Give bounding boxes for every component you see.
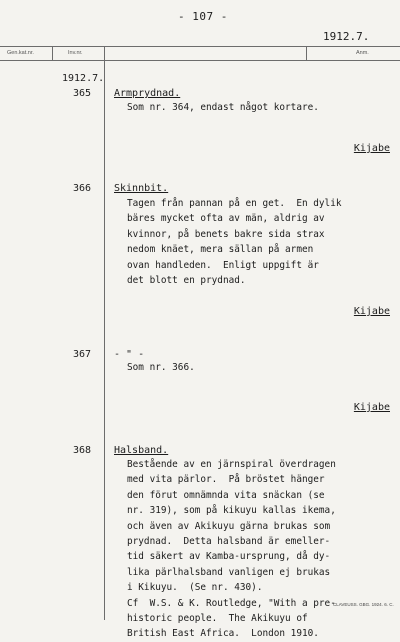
entry-text: Som nr. 364, endast något kortare.: [127, 102, 319, 113]
entry-date: 1912.7.: [62, 73, 105, 84]
entry-place: Kijabe: [353, 402, 390, 413]
entry-place: Kijabe: [353, 143, 390, 154]
entry-title: Halsband.: [114, 445, 169, 456]
entry-title: - " -: [114, 349, 145, 360]
entry-place: Kijabe: [353, 306, 390, 317]
column-header-inv: Inv.nr.: [68, 50, 83, 56]
column-header-anm: Anm.: [356, 50, 369, 56]
entry-text: Bestående av en järnspiral överdragen med vita pärlor. På bröstet hänger den förut omnämnda vita snäckan (se nr. 319), som på kikuyu kallas ikema, och även av Akikuyu gärna brukas som prydnad. Detta halsband är emeller- tid säkert av Kamba-ursprung, då dy- lika pärlhalsband vanligen ej brukas i Kikuyu. (Se nr. 430). Cf W.S. & K. Routledge, "With a pre- historic people. The Akikuyu of British East Africa. London 1910.: [127, 459, 336, 640]
header-rule-bottom: [0, 60, 400, 61]
entry-text: Tagen från pannan på en get. En dylik bäres mycket ofta av män, aldrig av kvinnor, på benets bakre sida strax nedom knäet, mera sällan på armen ovan handleden. Enligt uppgift är det blott en prydnad.: [127, 198, 342, 287]
entry-text: Som nr. 366.: [127, 362, 195, 373]
entry-number: 368: [73, 445, 92, 456]
entry-title: Armprydnad.: [114, 88, 181, 99]
entry-number: 365: [73, 88, 92, 99]
entry-number: 367: [73, 349, 92, 360]
column-header-gen-kat: Gen.kat.nr.: [7, 50, 34, 56]
header-date: 1912.7.: [323, 30, 370, 43]
entry-title: Skinnbit.: [114, 183, 169, 194]
entry-number: 366: [73, 183, 92, 194]
column-divider-1: [52, 46, 53, 60]
header-rule-top: [0, 46, 400, 47]
page-number: - 107 -: [178, 10, 228, 23]
column-divider-2: [104, 46, 105, 620]
printer-stamp: CLAVEUSS. GBG. 1924. 6. C.: [333, 602, 394, 607]
column-divider-3: [306, 46, 307, 60]
